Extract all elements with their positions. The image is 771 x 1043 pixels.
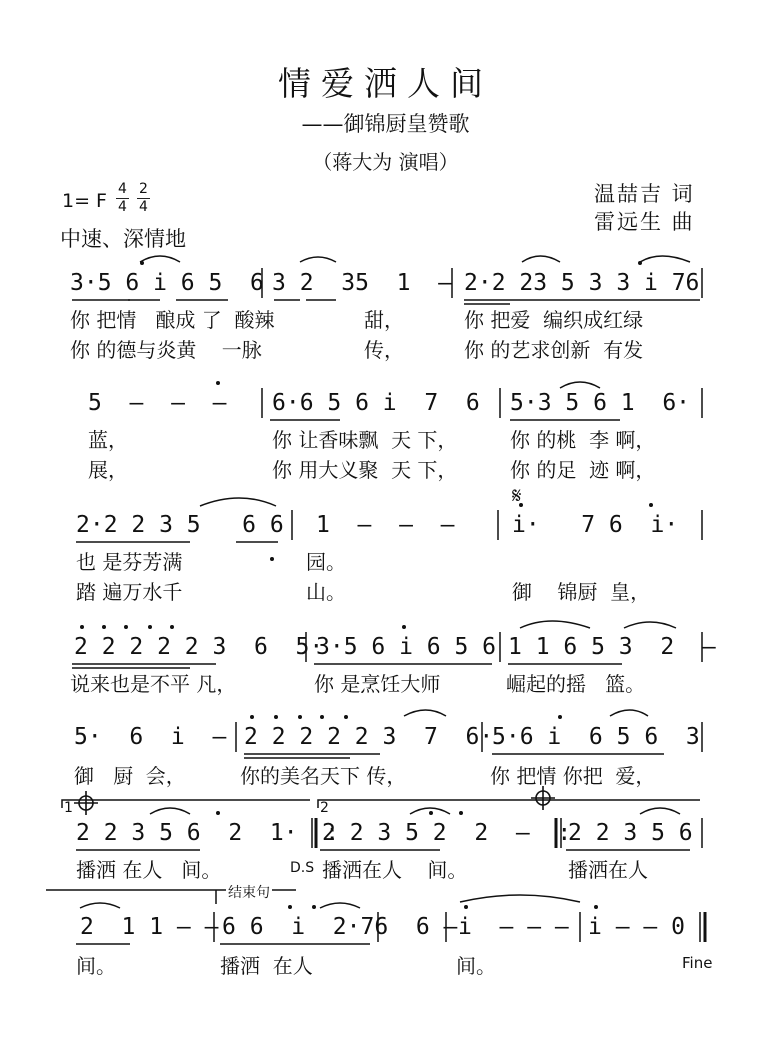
measure-notes: 1 1 6 5 3 2 — bbox=[508, 634, 716, 660]
key-signature: 1= F bbox=[62, 190, 107, 212]
lyric-line: 山。 bbox=[306, 580, 346, 604]
measure-notes: 3·5 6 i 6 5 6 bbox=[70, 270, 264, 296]
measure-notes: 6·6 5 6 i 7 6 bbox=[272, 390, 480, 416]
lyric-line: 御 厨 会， bbox=[74, 764, 186, 788]
measure-notes: i — — 0 bbox=[588, 914, 685, 940]
measure-notes: 5·6 i 6 5 6 3 bbox=[492, 724, 700, 750]
lyric-line: 你 的桃 李 啊， bbox=[510, 428, 656, 452]
volta-first: 1 bbox=[64, 800, 73, 816]
song-subtitle: ——御锦厨皇赞歌 bbox=[301, 112, 470, 136]
measure-notes: i — — — bbox=[458, 914, 569, 940]
measure-notes: 2·2 23 5 3 3 i 76 bbox=[464, 270, 700, 296]
lyric-line: 蓝， bbox=[88, 428, 128, 452]
lyric-line: 也 是芬芳满 bbox=[76, 550, 183, 574]
lyric-line: 展， bbox=[88, 458, 128, 482]
measure-notes: 2 2 2 2 2 3 6 5· bbox=[74, 634, 324, 660]
fine-mark: Fine bbox=[682, 954, 713, 972]
lyric-line: 甜， bbox=[364, 308, 404, 332]
dal-segno-mark: D.S bbox=[290, 860, 315, 876]
lyric-line: 你 是烹饪大师 bbox=[314, 672, 441, 696]
measure-notes: 2·2 2 3 5 6 6 bbox=[76, 512, 284, 538]
lyric-line: 你 把情 酿成 了 酸辣 bbox=[70, 308, 275, 332]
measure-notes: i· 7 6 i· bbox=[512, 512, 679, 538]
measure-notes: 5 — — — bbox=[88, 390, 227, 416]
time-signature: $\frac{4}{4} \frac{2}{4}$ bbox=[116, 182, 158, 215]
lyric-line: 你 的艺求创新 有发 bbox=[464, 338, 644, 362]
lyric-line: 你 的足 迹 啊， bbox=[510, 458, 656, 482]
measure-notes: 6 6 i 2·76 6 — bbox=[222, 914, 458, 940]
lyric-line: 你 把爱 编织成红绿 bbox=[464, 308, 644, 332]
coda-section-label: 结束句 bbox=[226, 882, 272, 902]
song-title: 情爱洒人间 bbox=[278, 64, 493, 103]
lyric-line: 播洒 在人 bbox=[220, 954, 313, 978]
measure-notes: 5·3 5 6 1 6· bbox=[510, 390, 691, 416]
lyric-line: 你 的德与炎黄 一脉 bbox=[70, 338, 262, 362]
segno-icon: 𝄋 bbox=[512, 484, 522, 509]
volta-second: 2 bbox=[320, 800, 329, 816]
measure-notes: 1 — — — bbox=[316, 512, 455, 538]
measure-notes: 3 2 35 1 — bbox=[272, 270, 453, 296]
lyric-line: 御 锦厨 皇， bbox=[512, 580, 651, 604]
lyric-line: 你 用大义聚 天 下， bbox=[272, 458, 458, 482]
lyric-line: 传， bbox=[364, 338, 404, 362]
lyric-line: 你 让香味飘 天 下， bbox=[272, 428, 458, 452]
lyric-line: 间。 bbox=[456, 954, 496, 978]
lyric-line: 播洒 在人 间。 bbox=[76, 858, 222, 882]
measure-notes: 2 1 1 — — bbox=[80, 914, 219, 940]
measure-notes: 2 2 2 2 2 3 7 6· bbox=[244, 724, 494, 750]
composer-credit: 雷远生 曲 bbox=[594, 210, 695, 234]
measure-notes: 2 2 3 5 6 2 1· : bbox=[76, 820, 340, 846]
lyric-line: 踏 遍万水千 bbox=[76, 580, 183, 604]
measure-notes: 2 2 3 5 2 2 — : bbox=[322, 820, 572, 846]
lyric-line: 播洒在人 间。 bbox=[322, 858, 468, 882]
lyric-line: 说来也是不平 凡， bbox=[70, 672, 237, 696]
measure-notes: 5· 6 i — bbox=[74, 724, 227, 750]
lyric-line: 播洒在人 bbox=[568, 858, 648, 882]
lyricist-credit: 温喆吉 词 bbox=[594, 182, 695, 206]
lyric-line: 你 把情 你把 爱， bbox=[490, 764, 656, 788]
performer-credit: （蒋大为 演唱） bbox=[312, 150, 459, 174]
lyric-line: 崛起的摇 篮。 bbox=[506, 672, 646, 696]
lyric-line: 间。 bbox=[76, 954, 116, 978]
measure-notes: 3·5 6 i 6 5 6 bbox=[316, 634, 497, 660]
lyric-line: 你的美名天下 传， bbox=[240, 764, 407, 788]
tempo-marking: 中速、深情地 bbox=[60, 227, 186, 251]
lyric-line: 园。 bbox=[306, 550, 346, 574]
measure-notes: 2 2 3 5 6 bbox=[568, 820, 693, 846]
